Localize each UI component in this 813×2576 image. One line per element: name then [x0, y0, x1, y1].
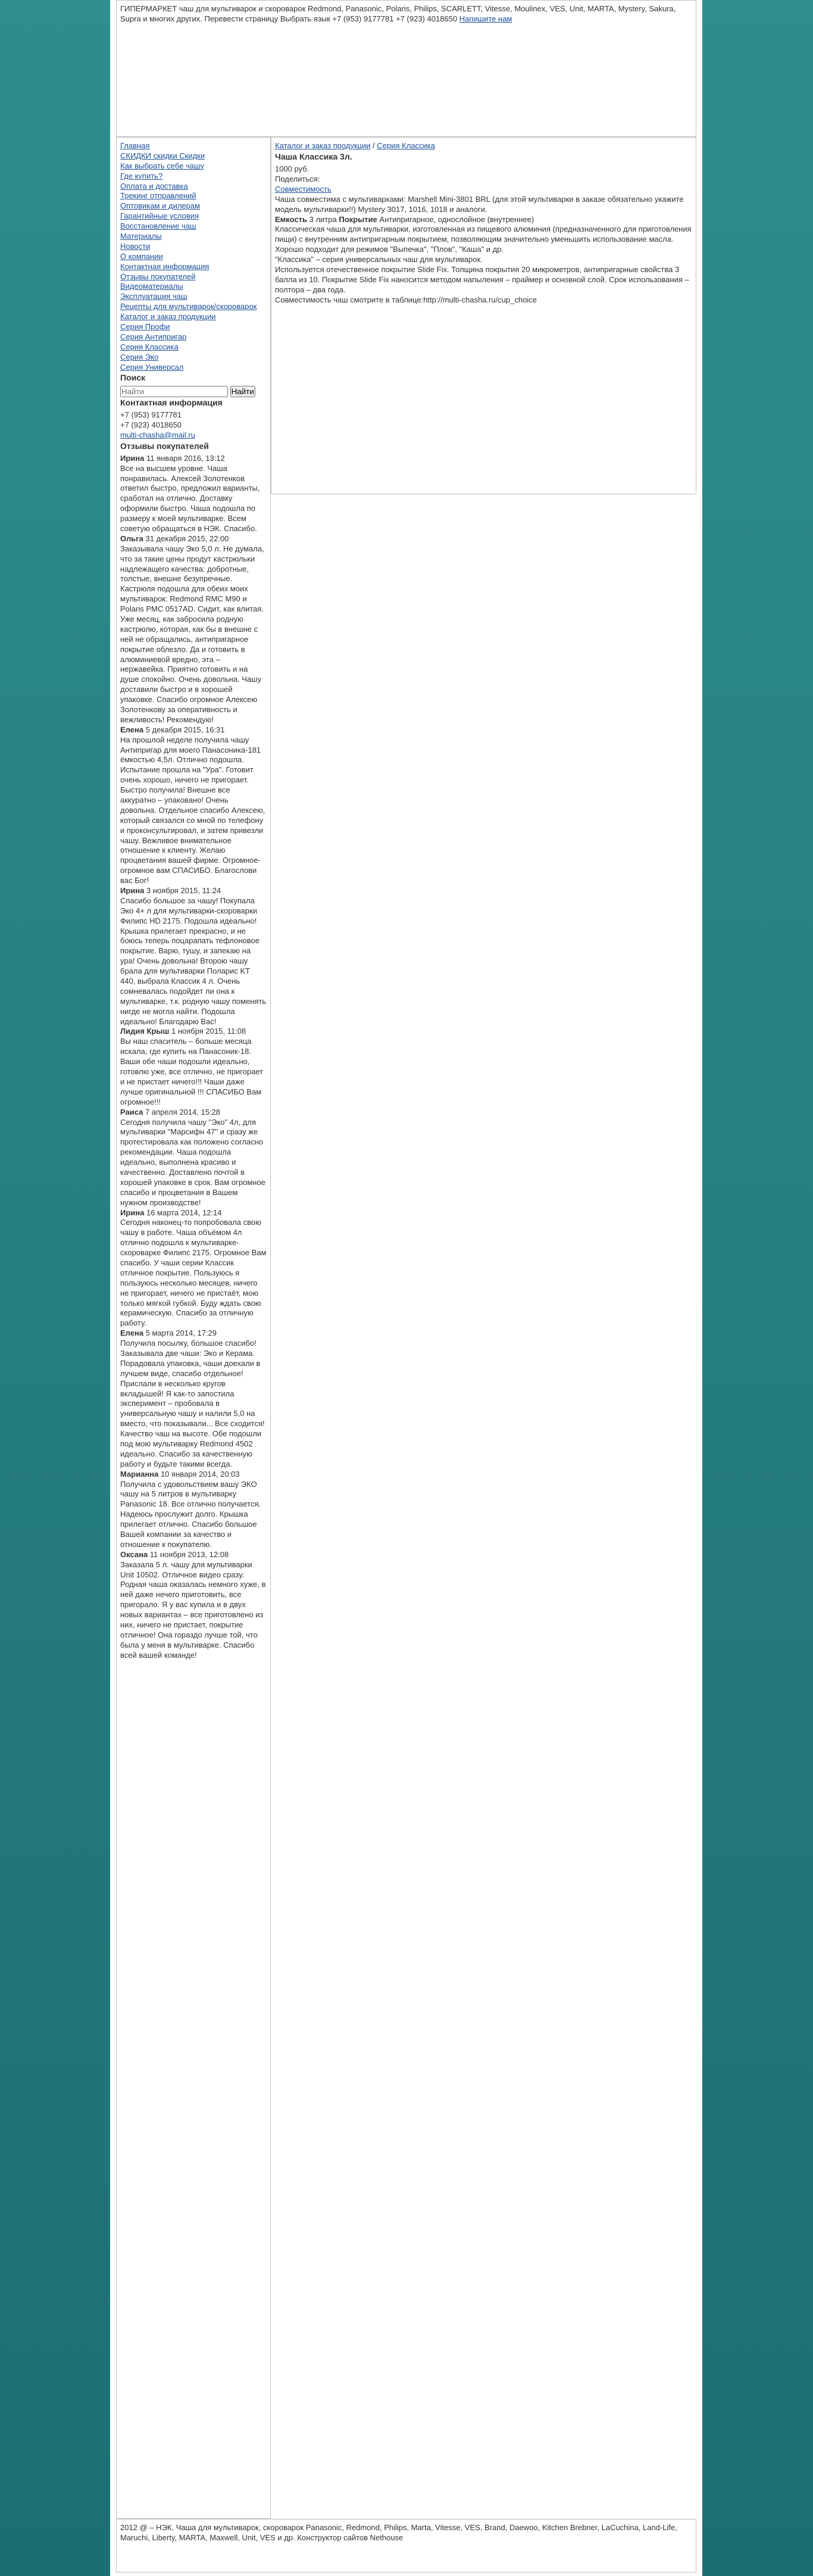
review-date: 11 января 2016, 13:12 — [146, 453, 225, 463]
review — [120, 1027, 267, 1107]
site-footer — [116, 2519, 696, 2572]
header-phone-2: +7 (923) 4018650 — [396, 14, 458, 23]
nav-item: Как выбрать себе чашу — [120, 161, 204, 170]
capacity-label: Емкость — [275, 214, 307, 224]
review-author: Елена — [120, 725, 144, 734]
review-author: Лидия Крыш — [120, 1027, 170, 1036]
review-author: Раиса — [120, 1107, 143, 1117]
nav-item: Трекинг отправлений — [120, 191, 196, 201]
contact-phone-1: +7 (953) 9177781 — [120, 410, 182, 419]
nav-item: Видеоматериалы — [120, 282, 183, 291]
description: Используется отечественное покрытие Slide Fix. Толщина покрытия 20 микрометров, антипригарные свойства 3 балла из 10. Покрытие Slide Fix наносится методом напыления – праймер и основной слой. Срок использования – полтора – два года. — [275, 264, 689, 294]
review-author: Ольга — [120, 534, 143, 543]
contact-phone-2: +7 (923) 4018650 — [120, 420, 182, 429]
page-wrapper — [110, 0, 702, 2576]
write-us-link[interactable]: Напишите нам — [459, 14, 512, 23]
product-title: Чаша Классика 3л. — [275, 151, 352, 161]
nav-item: Рецепты для мультиварок/скороварок — [120, 302, 257, 311]
nav-item: Материалы — [120, 232, 162, 241]
review-text: Заказывала чашу Эко 5,0 л. Не думала, что за такие цены продут кастрюльки надлежащего качества: добротные, толстые, внешне безупречные. Кастрюля подошла для обеих моих мультиварок: Redmond RMC M90 и Polaris PMC 0517AD. Сидит, как влитая. Уже месяц, как забросила родную кастрюлю, которая, как бы в внешне с ней не обращались, антипригарное покрытие облезло. Да и готовить в алюминиевой вредно, эта – нержавейка. Приятно готовить и на душе спокойно. Очень довольна. Чашу доставили быстро и в хорошей упаковке. Спасибо огромное Алексею Золотенкову за оперативность и вежливость! Рекомендую! — [120, 544, 264, 724]
brand-list: Redmond, Panasonic, Polaris, Philips, SCARLETT, Vitesse, Moulinex, VES, Unit, MARTA, Mystery, Sakura, Supra и многих других. — [120, 4, 676, 23]
capacity-value: 3 литра — [309, 214, 337, 224]
header-phone-1: +7 (953) 9177781 — [332, 14, 394, 23]
main-nav — [120, 141, 267, 312]
catalog-item: Серия Эко — [120, 352, 159, 361]
review — [120, 534, 267, 725]
description: "Классика" – серия универсальных чаш для мультиварок. — [275, 255, 483, 264]
compatibility-text: Чаша совместима с мультиварками: Marshell Mini-3801 BRL (для этой мультиварки в заказе обязательно укажите модель мультиварки!!) Mystery 3017, 1016, 1018 и аналоги. — [275, 194, 684, 214]
nav-item: Где купить? — [120, 171, 163, 180]
contacts-heading: Контактная информация — [120, 397, 223, 407]
nav-item: Главная — [120, 141, 150, 150]
nav-item: Гарантийные условия — [120, 211, 199, 221]
catalog-item: Серия Универсал — [120, 362, 184, 372]
review — [120, 725, 267, 886]
nav-item: Новости — [120, 241, 151, 251]
catalog-nav — [120, 312, 267, 372]
site-header — [116, 0, 696, 137]
review — [120, 1328, 267, 1469]
nav-item: Эксплуатация чаш — [120, 292, 187, 301]
nav-item: Отзывы покупателей — [120, 272, 196, 281]
review-author: Оксана — [120, 1549, 148, 1559]
breadcrumb-item[interactable]: Серия Классика — [377, 141, 435, 150]
search-heading: Поиск — [120, 373, 146, 383]
language-select[interactable]: Выбрать язык — [280, 14, 330, 23]
review-text: Получила посылку, большое спасибо! Заказывала две чаши: Эко и Керама. Порадовала упаковка, чаши доехали в лучшем виде, спасибо отдельное! Прислали в несколько кругов вкладышей! Я как-то запостила эксперимент – пробовала в универсальную чашу и налили 5,0 на вместо, что показывали... Все сходится! Качество чаш на высоте. Обе подошли под мою мультиварку Redmond 4502 идеально. Спасибо за качественную работу и будьте такими всегда. — [120, 1339, 265, 1468]
review-date: 3 ноября 2015, 11:24 — [146, 886, 221, 896]
review-date: 1 ноября 2015, 11:08 — [171, 1027, 246, 1036]
review-text: Заказала 5 л. чашу для мультиварки Unit 10502. Отличное видео сразу. Родная чаша оказалась немного хуже, в ней даже нечего приготовить, все пригорало. Я у вас купила и в двух новых вариантах – все приготовлено из них, ничего не пристает, покрытие отличное! Она гораздо лучше той, что была у меня в мультиварке. Спасибо всей вашей команде! — [120, 1560, 266, 1660]
review-date: 16 марта 2014, 12:14 — [146, 1208, 222, 1217]
review — [120, 1550, 267, 1661]
review-date: 10 января 2014, 20:03 — [160, 1469, 240, 1479]
left-sidebar — [116, 137, 271, 2519]
site-subtitle: чаш для мультиварок и скороварок — [179, 4, 306, 13]
description: Классическая чаша для мультиварки, изготовленная из пищевого алюминия (предназначенного для приготовления пищи) с внутренним антипригарным покрытием, позволяющим значительно уменьшить использование масла. Хорошо подходит для режимов "Выпечка", "Плов", "Каша" и др. — [275, 224, 692, 254]
product-section — [271, 137, 696, 494]
breadcrumb: Каталог и заказ продукции / Серия Классика — [275, 141, 435, 150]
review-text: Сегодня получила чашу "Эко" 4л, для мультиварки "Марсифн 47" и сразу же протестировала как положено согласно рекомендации. Чаша подошла идеально, выполнена красиво и качественно. Доставлено почтой в хорошей упаковке в срок. Вам огромное спасибо и процветания в Вашем нужном производстве! — [120, 1117, 265, 1207]
review-text: Все на высшем уровне. Чаша понравилась. Алексей Золотенков ответил быстро, предложил варианты, сработал на отлично. Доставку оформили быстро. Чаша подошла по размеру к моей мультиварке. Всем советую обращаться в НЭК. Спасибо. — [120, 463, 260, 533]
review — [120, 1108, 267, 1208]
review-author: Марианна — [120, 1469, 159, 1479]
nav-item: СКИДКИ скидки Скидки — [120, 151, 205, 160]
footer-copyright: 2012 @ – НЭК. Чаша для мультиварок, скороварок Panasonic, Redmond, Philips, Marta, Vitesse, VES, Brand, Daewoo, Kitchen Brebner, LaCuchina, Land-Life, Maruchi, Liberty, MARTA, Maxwell, Unit, VES и др. — [120, 2523, 677, 2542]
review — [120, 1470, 267, 1550]
nav-item: Контактная информация — [120, 261, 209, 271]
coating-label: Покрытие — [339, 214, 377, 224]
nav-item: О компании — [120, 251, 163, 261]
breadcrumb-item[interactable]: Каталог и заказ продукции — [275, 141, 371, 150]
reviews-heading: Отзывы покупателей — [120, 441, 209, 451]
review — [120, 886, 267, 1027]
translate-label: Перевести страницу — [204, 14, 279, 23]
review-date: 31 декабря 2015, 22:00 — [145, 534, 229, 543]
catalog-item: Серия Классика — [120, 342, 179, 351]
compatibility-link[interactable]: Совместимость — [275, 184, 332, 194]
nav-item: Восстановление чаш — [120, 222, 196, 231]
review-date: 11 ноября 2013, 12:08 — [149, 1549, 229, 1559]
site-title: ГИПЕРМАРКЕТ — [120, 4, 177, 13]
review — [120, 454, 267, 534]
review-author: Ирина — [120, 886, 145, 896]
review-date: 5 декабря 2015, 16:31 — [145, 725, 225, 734]
search-button[interactable]: Найти — [231, 386, 254, 396]
product-price: 1000 руб. — [275, 164, 309, 174]
review-author: Ирина — [120, 1208, 145, 1217]
review-author: Ирина — [120, 453, 145, 463]
search-input[interactable] — [120, 386, 228, 397]
review — [120, 1208, 267, 1329]
nav-item: Оплата и доставка — [120, 181, 188, 191]
review-text: На прошлой неделе получила чашу Антипригар для моего Панасоника-181 ёмкостью 4,5л. Отлично подошла. Испытание прошла на "Ура". Готовит очень хорошо, ничего не пригорает. Быстро получила! Внешне все аккуратно – упаковано! Очень довольна. Отдельное спасибо Алексею, который связался со мной по телефону и проконсультировал, и затем привезли чашу. Вежливое внимательное отношение к клиенту. Желаю процветания вашей фирме. Огромное-огромное вам СПАСИБО. Благослови вас Бог! — [120, 735, 265, 885]
contact-email[interactable]: multi-chasha@mail.ru — [120, 430, 195, 439]
coating-value: Антипригарное, однослойное (внутреннее) — [379, 214, 534, 224]
share-label: Поделиться: — [275, 174, 320, 183]
nav-item: Оптовикам и дилерам — [120, 201, 201, 211]
footer-designer[interactable]: Конструктор сайтов Nethouse — [297, 2533, 404, 2542]
review-author: Елена — [120, 1328, 144, 1338]
description: Совместимость чаш смотрите в таблице:http://multi-chasha.ru/cup_choice — [275, 295, 537, 304]
review-date: 7 апреля 2014, 15:28 — [145, 1107, 221, 1117]
review-text: Получила с удовольствием вашу ЭКО чашу на 5 литров в мультиварку Panasonic 18. Все отлично получается. Надеюсь прослужит долго. Крышка прилегает отлично. Спасибо большое Вашей компании за качество и отношение к покупателю. — [120, 1479, 261, 1549]
review-text: Спасибо большое за чашу! Покупала Эко 4+ л для мультиварки-скороварки Филипс HD 2175. Подошла идеально! Крышка прилегает прекрасно, и не боюсь теперь поцарапать тефлоновое покрытие. Варю, тушу, и запекаю на ура! Очень довольна! Второю чашу брала для мультиварки Поларис KT 440, выбрала Классик 4 л. Очень сомневалась подойдет ли она к мультиварке, т.к. родную чашу поменять нигде не могла найти. Подошла идеально! Благодарю Вас! — [120, 896, 267, 1026]
review-text: Вы наш спаситель – больше месяца искала, где купить на Панасоник-18. Ваши oбe чаши подошли идеально, готовлю уже, все отлично, не пригорает и не пристает ничего!!! Чаши даже лучше оригинальной !!! СПАСИБО Вам огромное!!! — [120, 1037, 264, 1106]
review-date: 5 марта 2014, 17:29 — [145, 1328, 217, 1338]
catalog-item: Каталог и заказ продукции — [120, 312, 216, 322]
catalog-item: Серия Профи — [120, 322, 170, 332]
review-text: Сегодня наконец-то попробовала свою чашу в работе. Чаша объёмом 4л отлично подошла к мультиварке-скороварке Филипс 2175. Огромное Вам спасибо. У чаши серии Классик отличное покрытие. Пользуюсь я пользуюсь несколько месяцев, ничего не пригорает, ничего не пристаёт, мою только мягкой губкой. Буду ждать свою керамическую. Спасибо за отличную работу. — [120, 1218, 267, 1328]
catalog-item: Серия Антипригар — [120, 332, 187, 341]
